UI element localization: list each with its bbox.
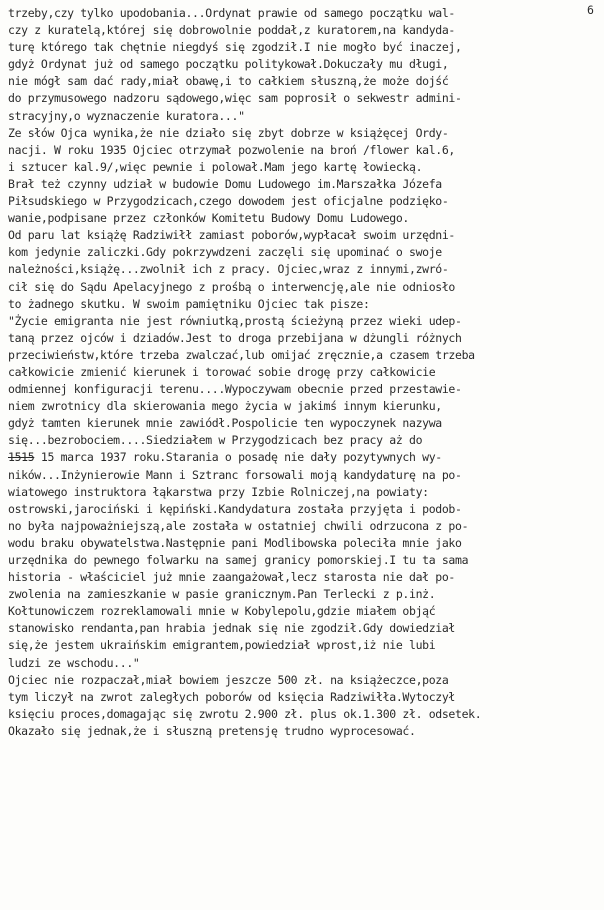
text-line: ostrowski,jarociński i kępiński.Kandydatura została przyjęta i podob-: [8, 501, 462, 516]
text-line: odmiennej konfiguracji terenu....Wypoczywam obecnie przed przestawie-: [8, 382, 462, 397]
text-line: przeciwieństw,które trzeba zwalczać,lub omijać zręcznie,a czasem trzeba: [8, 347, 475, 362]
text-line: gdyż tamten kierunek mnie zawiódł.Pospolicie ten wypoczynek nazywa: [8, 416, 442, 431]
text-line: cił się do Sądu Apelacyjnego z prośbą o interwencję,ale nie odniosło: [8, 279, 456, 294]
text-line: kom jedynie zaliczki.Gdy pokrzywdzeni zaczęli się upominać o swoje: [8, 245, 442, 260]
text-line: no była najpoważniejszą,ale została w ostatniej chwili odrzucona z po-: [8, 518, 469, 533]
text-line: Okazało się jednak,że i słuszną pretensję trudno wyprocesować.: [8, 723, 416, 738]
text-line: do przymusowego nadzoru sądowego,więc sam poprosił o sekwestr admini-: [8, 91, 462, 106]
text-line: ludzi ze wschodu...": [8, 655, 140, 670]
text-line: to żadnego skutku. W swoim pamiętniku Ojciec tak pisze:: [8, 296, 370, 311]
text-line: Kołtunowiczem rozreklamowali mnie w Kobylepolu,gdzie miałem objąć: [8, 604, 436, 619]
text-line: się,że jestem ukraińskim emigrantem,powiedział wprost,iż nie lubi: [8, 638, 436, 653]
text-line: stanowisko rendanta,pan hrabia jednak się nie zgodził.Gdy dowiedział: [8, 621, 456, 636]
text-line: księciu proces,domagając się zwrotu 2.900 zł. plus ok.1.300 zł. odsetek.: [8, 706, 482, 721]
text-line: turę którego tak chętnie niegdyś się zgodził.I nie mogło być inaczej,: [8, 40, 462, 55]
text-line: urzędnika do pewnego folwarku na samej granicy pomorskiej.I tu ta sama: [8, 553, 469, 567]
text-line: historia - właściciel już mnie zaangażował,lecz starosta nie dał po-: [8, 570, 456, 585]
text-line: Brał też czynny udział w budowie Domu Ludowego im.Marszałka Józefa: [8, 176, 442, 191]
text-line: gdyż Ordynat już od samego początku politykował.Dokuczały mu długi,: [8, 57, 449, 72]
text-line: czy z kuratelą,której się dobrowolnie poddał,z kuratorem,na kandyda-: [8, 23, 456, 38]
text-line: Ojciec nie rozpaczał,miał bowiem jeszcze 500 zł. na książeczce,poza: [8, 672, 449, 687]
body-text: [8, 5, 600, 740]
text-line: zwolenia na zamieszkanie w pasie granicznym.Pan Terlecki z p.inż.: [8, 587, 436, 602]
text-line: całkowicie zmienić kierunek i torować sobie drogę przy całkowicie: [8, 364, 436, 379]
text-line: należności,książę...zwolnił ich z pracy. Ojciec,wraz z innymi,zwró-: [8, 262, 449, 277]
struck-out-text: 1515: [8, 450, 35, 465]
page-number: 6: [587, 3, 594, 17]
text-line: tym liczył na zwrot zaległych poborów od księcia Radziwiłła.Wytoczył: [8, 689, 456, 704]
text-line: stracyjny,o wyznaczenie kuratora...": [8, 108, 245, 123]
text-line: "Życie emigranta nie jest równiutką,prostą ścieżyną przez wieki udep-: [8, 313, 462, 328]
text-line: taną przez ojców i dziadów.Jest to droga przebijana w dżungli różnych: [8, 330, 462, 345]
text-line: wanie,podpisane przez członków Komitetu Budowy Domu Ludowego.: [8, 211, 409, 226]
text-line: nacji. W roku 1935 Ojciec otrzymał pozwolenie na broń /flower kal.6,: [8, 142, 456, 157]
text-line: Od paru lat książę Radziwiłł zamiast poborów,wypłacał swoim urzędni-: [8, 228, 456, 243]
line-remainder: 15 marca 1937 roku.Starania o posadę nie dały pozytywnych wy-: [34, 450, 442, 465]
text-line: trzeby,czy tylko upodobania...Ordynat prawie od samego początku wal-: [8, 6, 456, 20]
text-line-with-strikethrough: [8, 449, 600, 466]
text-line: i sztucer kal.9/,więc pewnie i polował.Mam jego kartę łowiecką.: [8, 159, 423, 174]
text-line: niem zwrotnicy dla skierowania mego życia w jakimś innym kierunku,: [8, 399, 442, 414]
text-line: nie mógł sam dać rady,miał obawę,i to całkiem słuszną,że może dojść: [8, 74, 449, 89]
text-line: Piłsudskiego w Przygodzicach,czego dowodem jest oficjalne podzięko-: [8, 194, 449, 209]
text-line: Ze słów Ojca wynika,że nie działo się zbyt dobrze w książęcej Ordy-: [8, 125, 449, 140]
text-line: ników...Inżynierowie Mann i Sztranc forsowali moją kandydaturę na po-: [8, 467, 462, 482]
text-line: wodu braku obywatelstwa.Następnie pani Modlibowska poleciła mnie jako: [8, 535, 462, 550]
text-line: wiatowego instruktora łąkarstwa przy Izbie Rolniczej,na powiaty:: [8, 484, 429, 499]
text-line: się...bezrobociem....Siedziałem w Przygodzicach bez pracy aż do: [8, 433, 423, 448]
